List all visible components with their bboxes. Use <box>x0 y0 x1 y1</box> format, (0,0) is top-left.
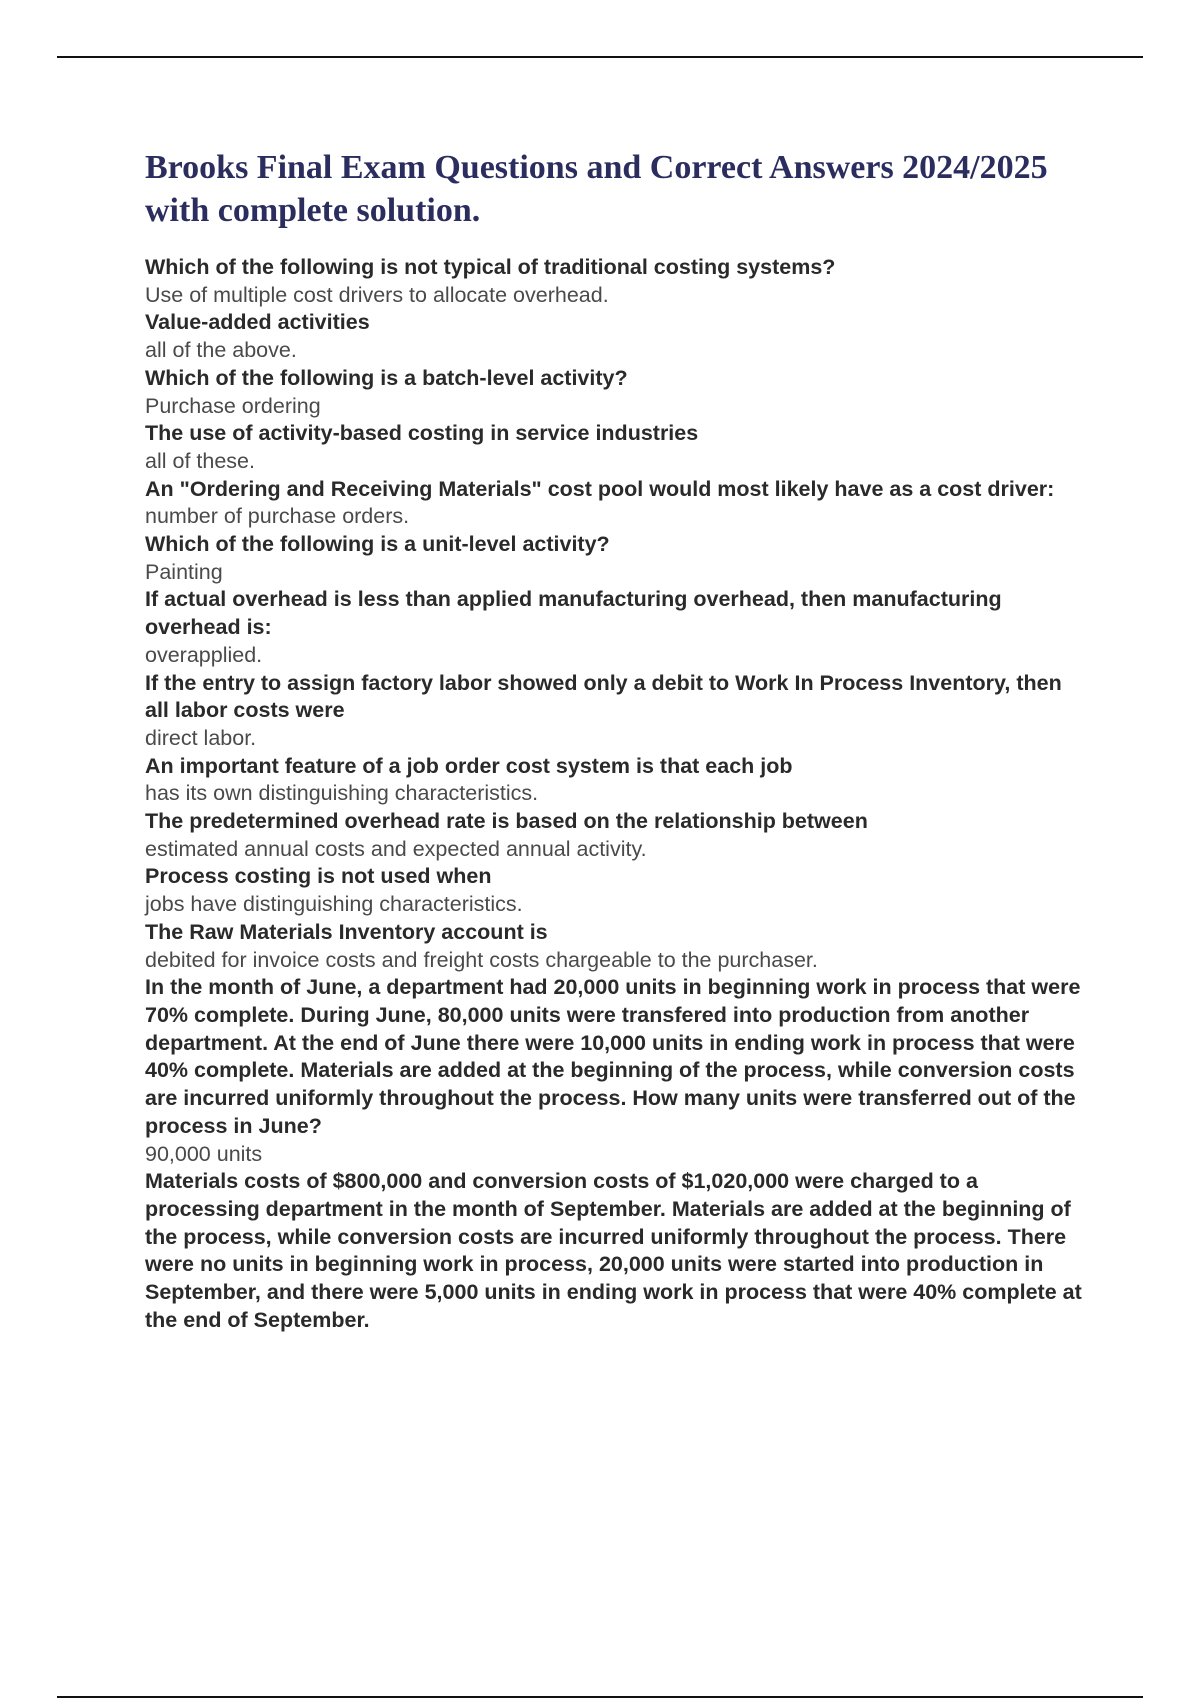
question-text: The Raw Materials Inventory account is <box>145 919 548 944</box>
qa-item <box>145 365 1090 420</box>
qa-item <box>145 531 1090 586</box>
qa-item <box>145 808 1090 863</box>
answer-text: all of the above. <box>145 338 297 363</box>
qa-item <box>145 1168 1090 1334</box>
qa-item <box>145 863 1090 918</box>
qa-item <box>145 254 1090 309</box>
question-text: Which of the following is not typical of traditional costing systems? <box>145 255 836 279</box>
qa-item <box>145 670 1090 753</box>
qa-list <box>145 254 1090 1334</box>
qa-item <box>145 586 1090 669</box>
question-text: In the month of June, a department had 20,000 units in beginning work in process that were 70% complete. During June, 80,000 units were transfered into production from another department. At the end of June there were 10,000 units in ending work in process that were 40% complete. Materials are added at the beginning of the process, while conversion costs are incurred uniformly throughout the process. How many units were transferred out of the process in June? <box>145 975 1081 1138</box>
answer-text: Use of multiple cost drivers to allocate overhead. <box>145 282 609 307</box>
qa-item <box>145 753 1090 808</box>
answer-text: Painting <box>145 559 223 584</box>
document-title: Brooks Final Exam Questions and Correct Answers 2024/2025 with complete solution. <box>145 149 1048 229</box>
question-text: Process costing is not used when <box>145 864 492 889</box>
answer-text: number of purchase orders. <box>145 504 410 529</box>
question-text: Value-added activities <box>145 310 370 335</box>
question-text: An "Ordering and Receiving Materials" cost pool would most likely have as a cost driver: <box>145 476 1055 501</box>
answer-text: jobs have distinguishing characteristics. <box>145 892 523 917</box>
qa-item <box>145 974 1090 1168</box>
qa-item <box>145 476 1090 531</box>
footer-rule <box>57 1696 1143 1698</box>
question-text: Which of the following is a unit-level activity? <box>145 532 610 557</box>
question-text: Which of the following is a batch-level activity? <box>145 365 628 390</box>
answer-text: direct labor. <box>145 725 257 750</box>
answer-text: has its own distinguishing characteristics. <box>145 781 539 806</box>
document-body <box>145 146 1090 1334</box>
answer-text: overapplied. <box>145 642 263 667</box>
question-text: The predetermined overhead rate is based on the relationship between <box>145 809 868 834</box>
qa-item <box>145 309 1090 364</box>
answer-text: 90,000 units <box>145 1141 263 1166</box>
qa-item <box>145 919 1090 974</box>
question-text: If actual overhead is less than applied manufacturing overhead, then manufacturing overhead is: <box>145 587 1002 640</box>
question-text: Materials costs of $800,000 and conversion costs of $1,020,000 were charged to a processing department in the month of September. Materials are added at the beginning of the process, while conversion costs are incurred uniformly throughout the process. There were no units in beginning work in process, 20,000 units were started into production in September, and there were 5,000 units in ending work in process that were 40% complete at the end of September. <box>145 1169 1082 1332</box>
question-text: If the entry to assign factory labor showed only a debit to Work In Process Inventory, then all labor costs were <box>145 670 1062 723</box>
answer-text: estimated annual costs and expected annual activity. <box>145 836 647 861</box>
answer-text: Purchase ordering <box>145 393 321 418</box>
qa-item <box>145 420 1090 475</box>
answer-text: all of these. <box>145 448 255 473</box>
answer-text: debited for invoice costs and freight costs chargeable to the purchaser. <box>145 947 818 972</box>
question-text: An important feature of a job order cost system is that each job <box>145 753 793 778</box>
header-rule <box>57 56 1143 58</box>
question-text: The use of activity-based costing in service industries <box>145 421 699 446</box>
